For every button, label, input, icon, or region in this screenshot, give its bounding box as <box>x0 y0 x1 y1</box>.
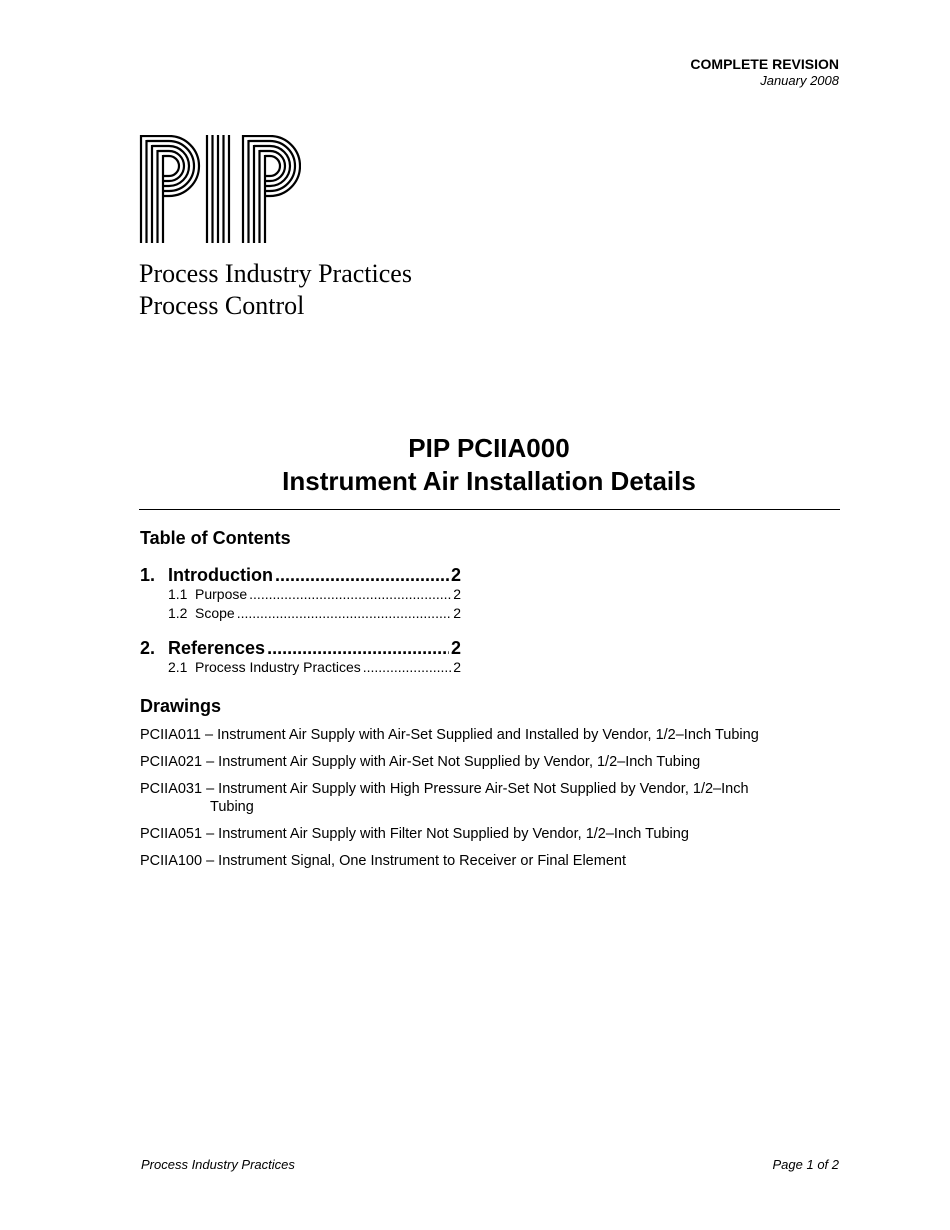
drawing-label: PCIIA021 – Instrument Air Supply with Air-Set Not Supplied by Vendor, 1/2–Inch Tubing <box>140 754 701 770</box>
toc-entry-purpose[interactable] <box>168 585 461 603</box>
drawing-label: PCIIA011 – Instrument Air Supply with Air-Set Supplied and Installed by Vendor, 1/2–Inch Tubing <box>140 727 759 743</box>
title-divider <box>139 509 840 510</box>
document-title-block <box>0 432 950 498</box>
toc-entry-references[interactable] <box>140 637 461 659</box>
toc-page: 2 <box>453 605 461 621</box>
toc-number: 1. <box>140 565 156 585</box>
drawing-item-pciia031[interactable] <box>140 780 830 816</box>
drawing-item-pciia011[interactable] <box>140 726 830 744</box>
toc-number: 2.1 <box>168 659 188 675</box>
document-number: PIP PCIIA000 <box>408 433 570 463</box>
toc-number: 1.1 <box>168 586 188 602</box>
toc-heading: Table of Contents <box>140 528 291 548</box>
toc-leader <box>237 604 452 622</box>
document-title: Instrument Air Installation Details <box>282 466 696 496</box>
drawing-label: PCIIA051 – Instrument Air Supply with Filter Not Supplied by Vendor, 1/2–Inch Tubing <box>140 826 689 842</box>
toc-entry-scope[interactable] <box>168 604 461 622</box>
toc-label: References <box>168 638 266 658</box>
toc-page: 2 <box>450 565 461 585</box>
toc-leader <box>363 658 451 676</box>
drawing-item-pciia100[interactable] <box>140 852 830 870</box>
organization-line-2: Process Control <box>139 291 305 320</box>
toc-entry-introduction[interactable] <box>140 564 461 586</box>
drawings-heading: Drawings <box>140 696 222 716</box>
toc-label: Scope <box>195 605 235 621</box>
toc-leader <box>267 637 449 659</box>
drawing-label: PCIIA031 – Instrument Air Supply with High Pressure Air-Set Not Supplied by Vendor, 1/2–Inch <box>140 781 749 797</box>
drawing-label-continued: Tubing <box>210 799 254 815</box>
toc-leader <box>275 564 449 586</box>
revision-date: January 2008 <box>760 73 839 88</box>
toc-number: 1.2 <box>168 605 188 621</box>
organization-line-1: Process Industry Practices <box>139 259 412 288</box>
toc-page: 2 <box>453 586 461 602</box>
toc-number: 2. <box>140 638 156 658</box>
footer-left: Process Industry Practices <box>141 1157 295 1172</box>
revision-header <box>690 56 839 89</box>
toc-leader <box>249 585 451 603</box>
revision-label: COMPLETE REVISION <box>690 56 839 72</box>
toc-label: Introduction <box>168 565 273 585</box>
toc-label: Process Industry Practices <box>195 659 361 675</box>
toc-page: 2 <box>453 659 461 675</box>
drawing-label: PCIIA100 – Instrument Signal, One Instrument to Receiver or Final Element <box>140 853 626 869</box>
toc-label: Purpose <box>195 586 248 602</box>
toc-page: 2 <box>450 638 461 658</box>
drawing-item-pciia021[interactable] <box>140 753 830 771</box>
organization-name <box>139 258 412 322</box>
toc-entry-process-industry-practices[interactable] <box>168 658 461 676</box>
pip-logo <box>139 135 301 248</box>
page-number: Page 1 of 2 <box>772 1157 839 1172</box>
drawing-item-pciia051[interactable] <box>140 825 830 843</box>
